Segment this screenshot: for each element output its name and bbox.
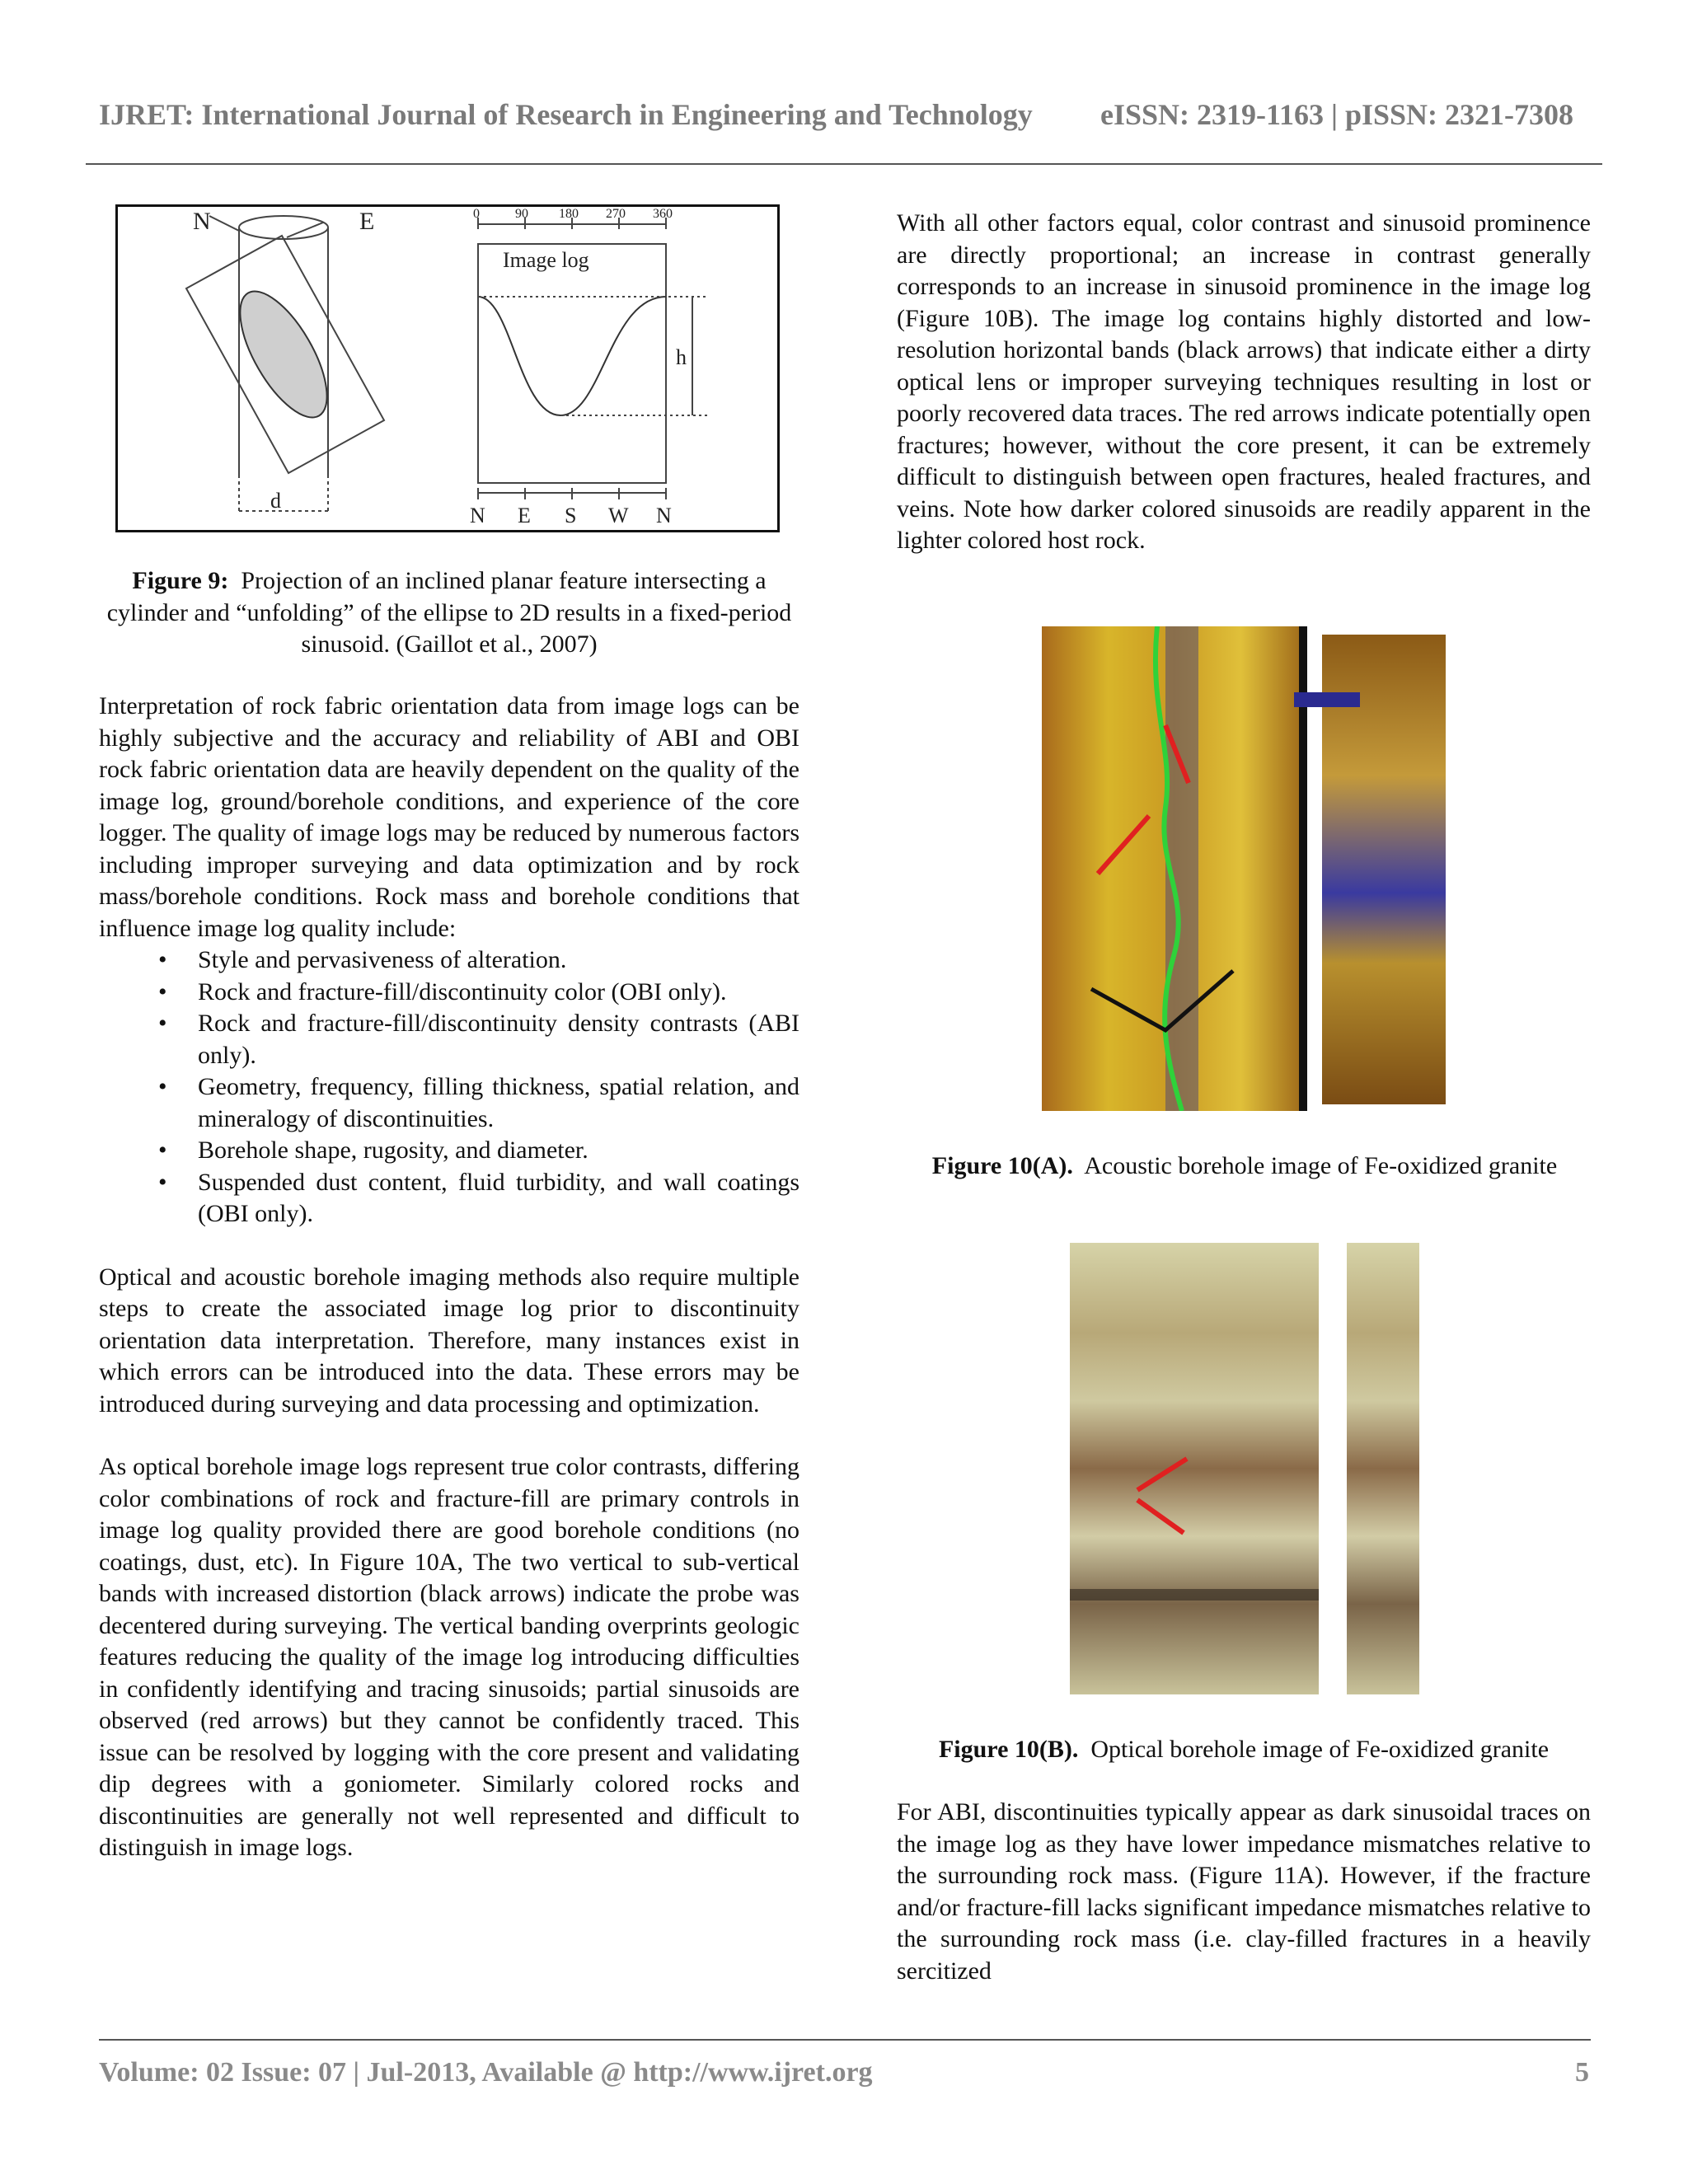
figure-9-caption [99, 565, 799, 661]
compass-n1: N [470, 504, 485, 527]
degree-tick-360: 360 [653, 207, 673, 221]
degree-tick-180: 180 [559, 207, 579, 221]
header-rule [86, 163, 1602, 165]
journal-title: IJRET: International Journal of Research in Engineering and Technology [99, 98, 1033, 131]
right-paragraph-1: With all other factors equal, color contrast and sinusoid prominence are directly proportional; an increase in contrast generally corresponds to an increase in sinusoid prominence in the image log (Figure 10B). The image log contains highly distorted and low-resolution horizontal bands (black arrows) that indicate either a dirty optical lens or improper surveying techniques resulting in lost or poorly recovered data traces. The red arrows indicate potentially open fractures; however, without the core present, it can be extremely difficult to distinguish between open fractures, healed fractures, and veins. Note how darker colored sinusoids are readily apparent in the lighter colored host rock. [897, 209, 1591, 554]
figure-10b-optical-image [1070, 1243, 1419, 1694]
east-label: E [359, 208, 375, 235]
list-item: • Style and pervasiveness of alteration. [99, 944, 799, 977]
right-column-bottom [897, 1797, 1591, 1987]
compass-e: E [518, 504, 531, 527]
optical-log-panel [1070, 1243, 1319, 1694]
left-paragraph-3: As optical borehole image logs represent true color contrasts, differing color combinations of rock and fracture-fill are primary controls in image log quality provided there are good borehole conditions (no coatings, dust, etc). In Figure 10A, The two vertical to sub-vertical bands with increased distortion (black arrows) indicate the probe was decentered during surveying. The vertical banding overprints geologic features reducing the quality of the image log introducing difficulties in confidently identifying and tracing sinusoids; partial sinusoids are observed (red arrows) but they cannot be confidently traced. This issue can be resolved by logging with the core present and validating dip degrees with a goniometer. Similarly colored rocks and discontinuities are generally not well represented and difficult to distinguish in image logs. [99, 1453, 799, 1861]
quality-factors-list [99, 944, 799, 1230]
figure-10a-caption [915, 1151, 1574, 1183]
compass-n2: N [656, 504, 672, 527]
running-header [99, 97, 1589, 132]
north-label: N [193, 208, 211, 235]
list-item: • Suspended dust content, fluid turbidity, and wall coatings (OBI only). [99, 1167, 799, 1230]
list-item: • Borehole shape, rugosity, and diameter. [99, 1135, 799, 1167]
left-paragraph-2: Optical and acoustic borehole imaging methods also require multiple steps to create the associated image log prior to discontinuity orientation data interpretation. Therefore, many instances exist in which errors can be introduced into the data. These errors may be introduced during surveying and data processing and optimization. [99, 1263, 799, 1418]
degree-tick-90: 90 [515, 207, 528, 221]
compass-w: W [608, 504, 629, 527]
figure-10a-caption-text: Acoustic borehole image of Fe-oxidized granite [1084, 1152, 1558, 1179]
degree-tick-0: 0 [473, 207, 480, 221]
left-paragraph-1: Interpretation of rock fabric orientation data from image logs can be highly subjective and the accuracy and reliability of ABI and OBI rock fabric orientation data are heavily dependent on the quality of the image log, ground/borehole conditions, and experience of the core logger. The quality of image logs may be reduced by numerous factors including improper surveying and data optimization and by rock mass/borehole conditions. Rock mass and borehole conditions that influence image log quality include: [99, 692, 799, 942]
optical-strip-panel [1347, 1243, 1419, 1694]
figure-10b-caption-text: Optical borehole image of Fe-oxidized granite [1090, 1736, 1550, 1763]
page-number: 5 [1575, 2057, 1589, 2088]
height-label: h [676, 345, 687, 369]
figure-9-caption-label: Figure 9: [132, 567, 229, 594]
footer-volume-info: Volume: 02 Issue: 07 | Jul-2013, Available @ http://www.ijret.org [99, 2057, 873, 2088]
list-item: • Rock and fracture-fill/discontinuity density contrasts (ABI only). [99, 1008, 799, 1071]
right-paragraph-2: For ABI, discontinuities typically appear as dark sinusoidal traces on the image log as they have lower impedance mismatches relative to the surrounding rock mass. (Figure 11A). However, if the fracture and/or fracture-fill lacks significant impedance mismatches relative to the surrounding rock mass (i.e. clay-filled fractures in a heavily sercitized [897, 1798, 1591, 1985]
degree-tick-270: 270 [606, 207, 626, 221]
list-item: • Rock and fracture-fill/discontinuity color (OBI only). [99, 977, 799, 1009]
figure-10a-caption-label: Figure 10(A). [931, 1152, 1073, 1179]
left-column [99, 691, 799, 1864]
figure-9-diagram [115, 204, 780, 532]
image-log-label: Image log [503, 248, 589, 272]
figure-10b-caption-label: Figure 10(B). [938, 1736, 1079, 1763]
issn-numbers: eISSN: 2319-1163 | pISSN: 2321-7308 [1100, 98, 1573, 131]
page-footer [99, 2057, 1589, 2088]
right-column-top [897, 208, 1591, 557]
figure-9-caption-text: Projection of an inclined planar feature intersecting a cylinder and “unfolding” of the ellipse to 2D results in a fixed-period sinusoid. (Gaillot et al., 2007) [106, 567, 792, 658]
diameter-label: d [270, 489, 281, 513]
figure-10a-acoustic-image [1042, 626, 1449, 1111]
compass-s: S [565, 504, 577, 527]
figure-10b-caption [897, 1734, 1591, 1766]
list-item: • Geometry, frequency, filling thickness, spatial relation, and mineralogy of discontinuities. [99, 1071, 799, 1135]
footer-rule [99, 2039, 1591, 2041]
